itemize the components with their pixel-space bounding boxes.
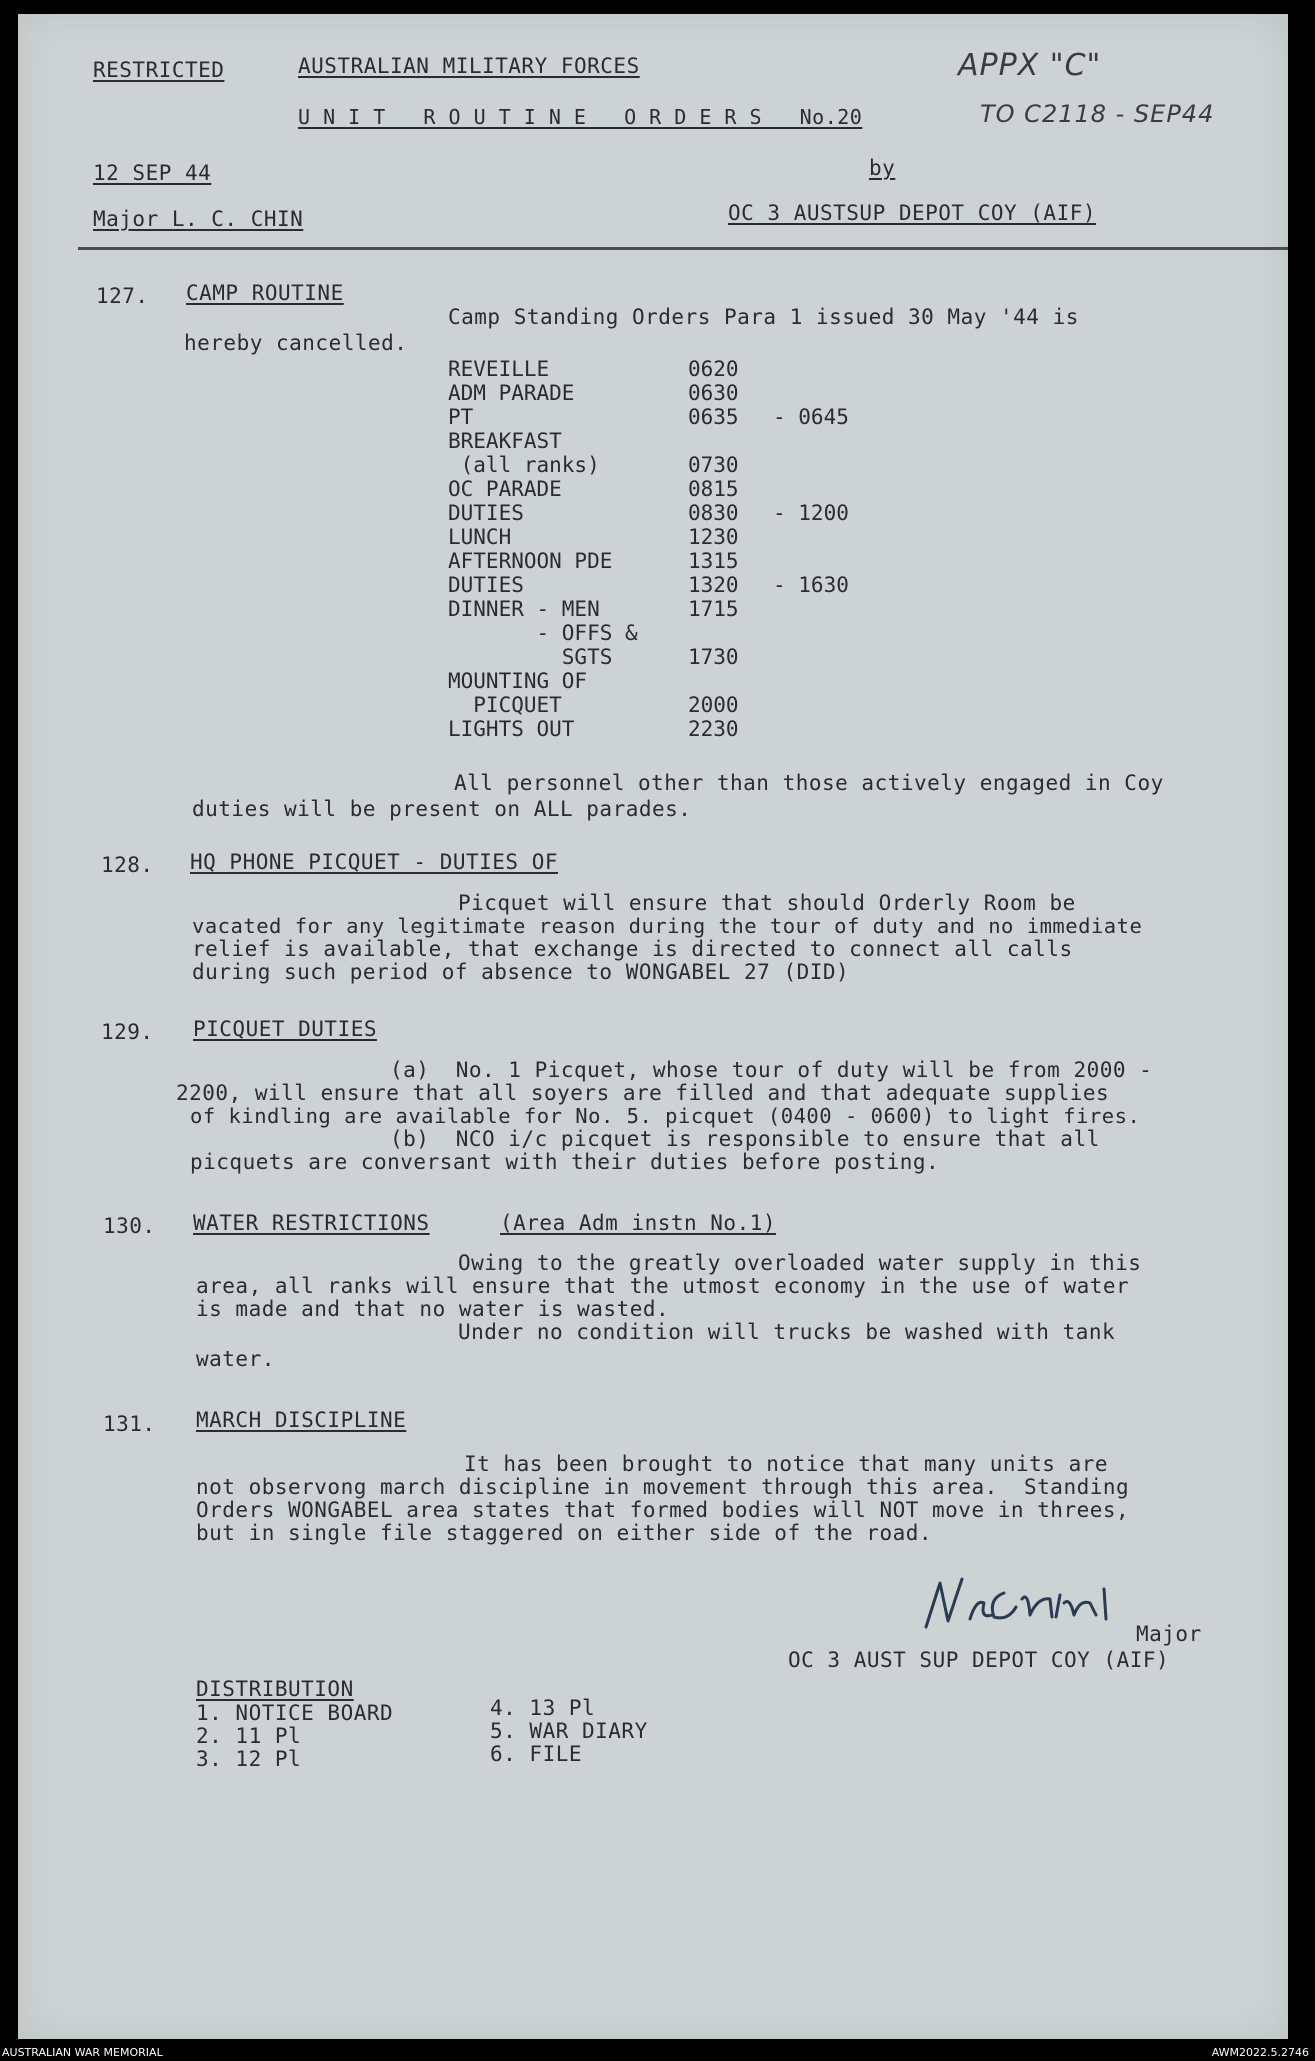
archive-reference: AWM2022.5.2746	[1211, 2046, 1309, 2059]
schedule-activity: LIGHTS OUT	[448, 717, 575, 741]
schedule-time: 2000	[688, 693, 739, 717]
para-130-line-3: is made and that no water is wasted.	[196, 1297, 670, 1321]
header-rule	[78, 247, 1288, 250]
distribution-title: DISTRIBUTION	[196, 1677, 354, 1701]
para-128-line-2: vacated for any legitimate reason during the tour of duty and no immediate	[192, 914, 1143, 938]
para-128-line-3: relief is available, that exchange is directed to connect all calls	[192, 937, 1073, 961]
para-131-line-4: but in single file staggered on either side of the road.	[196, 1521, 933, 1545]
distribution-item: 6. FILE	[490, 1742, 583, 1766]
schedule-activity: ADM PARADE	[448, 381, 575, 405]
archive-credit: AUSTRALIAN WAR MEMORIAL	[2, 2046, 163, 2059]
para-129-line-2: 2200, will ensure that all soyers are filled and that adequate supplies	[176, 1081, 1110, 1105]
para-129-title: PICQUET DUTIES	[193, 1017, 378, 1041]
schedule-activity: LUNCH	[448, 525, 512, 549]
para-130-line-5: water.	[196, 1347, 275, 1371]
signatory-rank: Major	[1136, 1622, 1202, 1646]
schedule-time: 1230	[688, 525, 739, 549]
distribution-item: 2. 11 Pl	[196, 1724, 302, 1748]
author: Major L. C. CHIN	[93, 207, 304, 231]
order-date: 12 SEP 44	[93, 161, 212, 185]
para-128-title: HQ PHONE PICQUET - DUTIES OF	[190, 850, 559, 874]
schedule-activity: DINNER - MEN	[448, 597, 600, 621]
para-129-line-4: (b) NCO i/c picquet is responsible to ensure that all	[390, 1127, 1100, 1151]
para-128-line-1: Picquet will ensure that should Orderly Room be	[458, 891, 1076, 915]
schedule-activity: OC PARADE	[448, 477, 562, 501]
schedule-end-time: - 0645	[773, 405, 849, 429]
para-131-number: 131.	[103, 1412, 156, 1436]
schedule-activity: DUTIES	[448, 501, 524, 525]
schedule-time: 0620	[688, 357, 739, 381]
distribution-item: 4. 13 Pl	[490, 1696, 596, 1720]
distribution-item: 1. NOTICE BOARD	[196, 1701, 394, 1725]
schedule-end-time: - 1200	[773, 501, 849, 525]
schedule-activity: AFTERNOON PDE	[448, 549, 613, 573]
para-130-line-2: area, all ranks will ensure that the utmost economy in the use of water	[196, 1274, 1130, 1298]
schedule-time: 0635	[688, 405, 739, 429]
para-127-number: 127.	[96, 284, 149, 308]
schedule-time: 0630	[688, 381, 739, 405]
para-130-line-1: Owing to the greatly overloaded water supply in this	[458, 1251, 1142, 1275]
schedule-time: 0730	[688, 453, 739, 477]
para-130-number: 130.	[103, 1214, 156, 1238]
para-127-intro-1: Camp Standing Orders Para 1 issued 30 May '44 is	[448, 305, 1079, 329]
schedule-time: 1320	[688, 573, 739, 597]
signatory-unit: OC 3 AUST SUP DEPOT COY (AIF)	[788, 1648, 1170, 1672]
schedule-activity: BREAKFAST	[448, 429, 562, 453]
para-128-line-4: during such period of absence to WONGABEL 27 (DID)	[192, 960, 850, 984]
distribution-item: 5. WAR DIARY	[490, 1719, 648, 1743]
para-130-title: WATER RESTRICTIONS	[193, 1211, 430, 1235]
schedule-time: 1715	[688, 597, 739, 621]
schedule-activity: PT	[448, 405, 474, 429]
para-130-reference: (Area Adm instn No.1)	[500, 1211, 777, 1235]
schedule-time: 0815	[688, 477, 739, 501]
para-127-title: CAMP ROUTINE	[186, 281, 344, 305]
organisation: AUSTRALIAN MILITARY FORCES	[298, 54, 640, 78]
handwritten-annotation-1: APPX "C"	[958, 48, 1102, 83]
schedule-activity: - OFFS &	[448, 621, 638, 645]
para-131-title: MARCH DISCIPLINE	[196, 1408, 407, 1432]
para-131-line-3: Orders WONGABEL area states that formed bodies will NOT move in threes,	[196, 1498, 1130, 1522]
signature	[918, 1569, 1148, 1639]
schedule-time: 2230	[688, 717, 739, 741]
classification: RESTRICTED	[93, 58, 225, 82]
document-title: U N I T R O U T I N E O R D E R S No.20	[298, 105, 863, 129]
para-129-line-1: (a) No. 1 Picquet, whose tour of duty will be from 2000 -	[390, 1058, 1153, 1082]
para-131-line-2: not observong march discipline in movement through this area. Standing	[196, 1475, 1130, 1499]
schedule-time: 1315	[688, 549, 739, 573]
handwritten-annotation-2: TO C2118 - SEP44	[980, 100, 1215, 128]
para-127-intro-2: hereby cancelled.	[184, 331, 408, 355]
document-page	[18, 14, 1288, 2039]
para-129-number: 129.	[101, 1020, 154, 1044]
para-131-line-1: It has been brought to notice that many units are	[464, 1452, 1109, 1476]
schedule-activity: REVEILLE	[448, 357, 550, 381]
schedule-activity: SGTS	[448, 645, 613, 669]
para-129-line-3: of kindling are available for No. 5. picquet (0400 - 0600) to light fires.	[190, 1104, 1141, 1128]
schedule-time: 1730	[688, 645, 739, 669]
para-127-note-1: All personnel other than those actively engaged in Coy	[454, 771, 1164, 795]
issuing-unit: OC 3 AUSTSUP DEPOT COY (AIF)	[728, 201, 1097, 225]
schedule-activity: PICQUET	[448, 693, 562, 717]
para-130-line-4: Under no condition will trucks be washed with tank	[458, 1320, 1116, 1344]
para-129-line-5: picquets are conversant with their duties before posting.	[190, 1150, 940, 1174]
schedule-end-time: - 1630	[773, 573, 849, 597]
schedule-activity: MOUNTING OF	[448, 669, 588, 693]
schedule-activity: DUTIES	[448, 573, 524, 597]
para-127-note-2: duties will be present on ALL parades.	[192, 797, 692, 821]
schedule-time: 0830	[688, 501, 739, 525]
para-128-number: 128.	[101, 853, 154, 877]
by-label: by	[869, 156, 896, 180]
distribution-item: 3. 12 Pl	[196, 1747, 302, 1771]
schedule-activity: (all ranks)	[448, 453, 600, 477]
